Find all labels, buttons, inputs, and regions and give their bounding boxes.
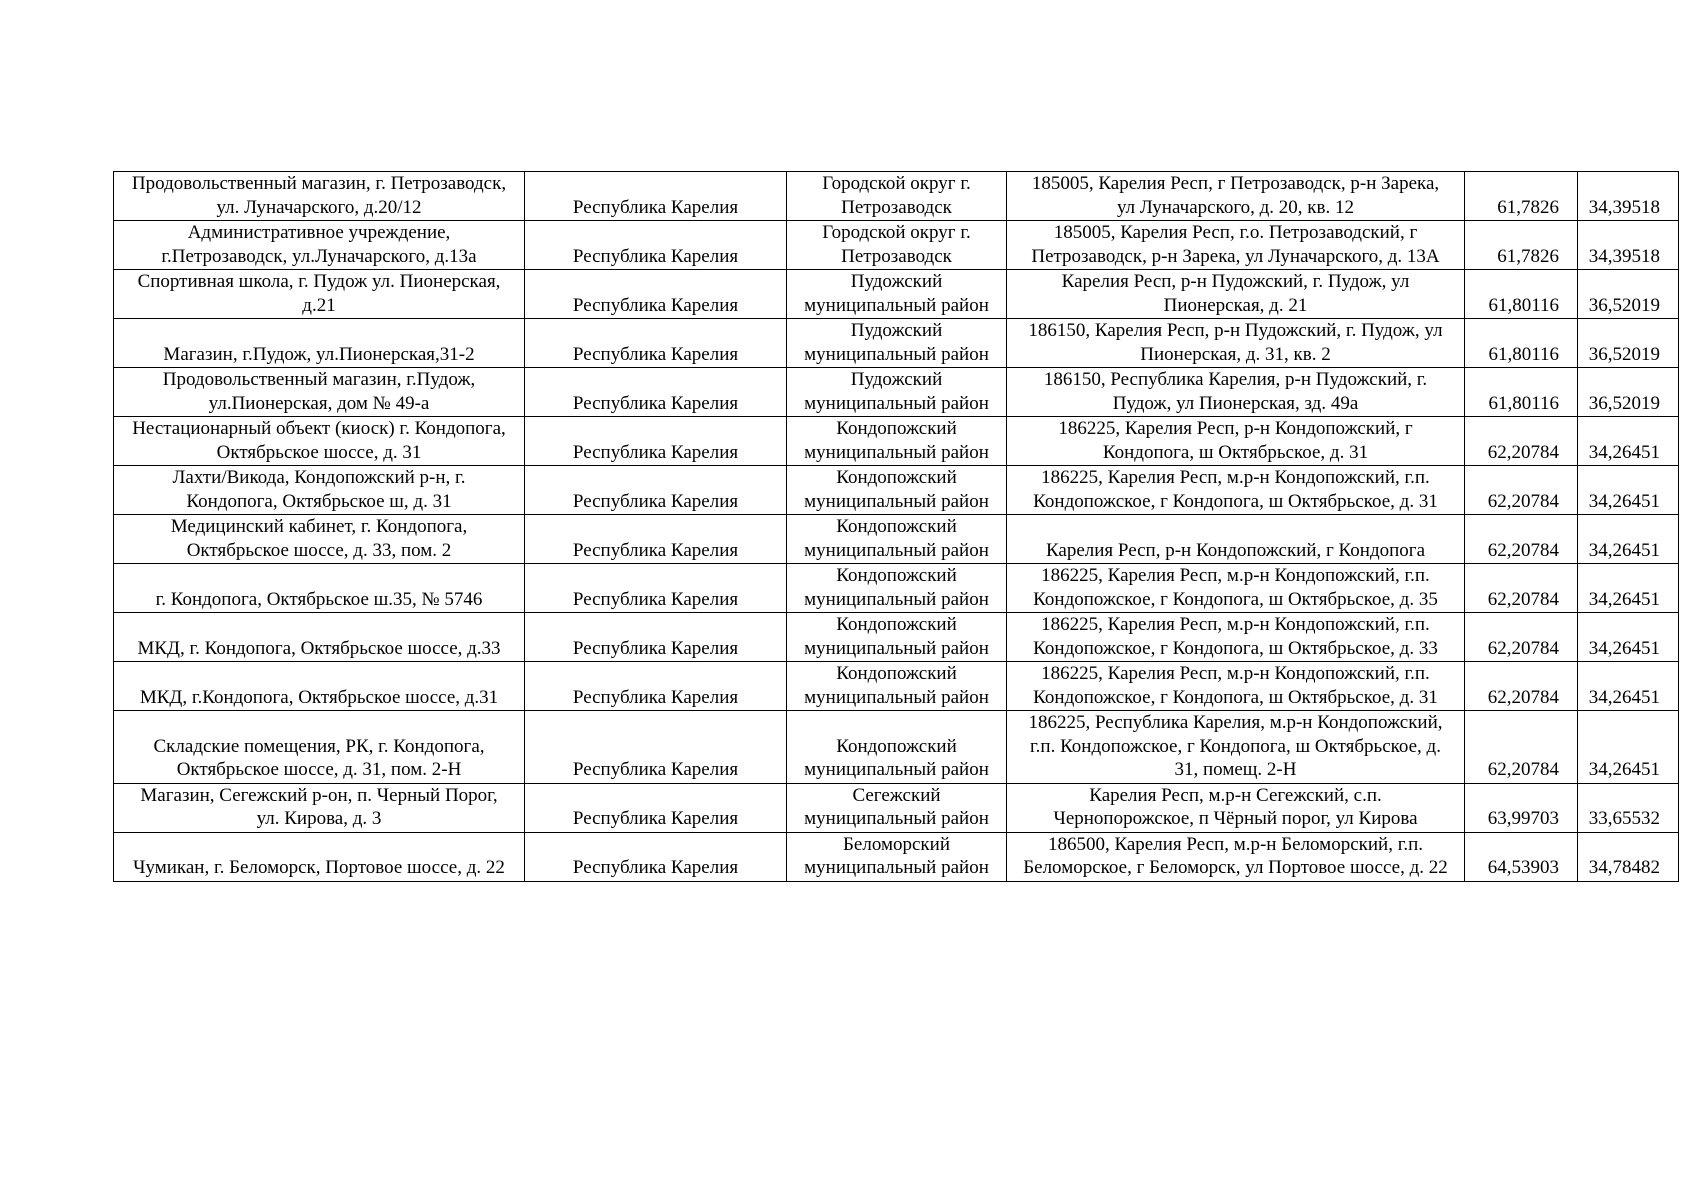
table-row — [114, 662, 1679, 711]
table-body — [114, 172, 1679, 882]
district-cell: Сегежский муниципальный район — [787, 783, 1007, 832]
object-name-cell: Складские помещения, РК, г. Кондопога, Октябрьское шоссе, д. 31, пом. 2-Н — [114, 711, 525, 784]
latitude-cell: 62,20784 — [1465, 662, 1578, 711]
longitude-cell: 36,52019 — [1578, 270, 1679, 319]
region-cell: Республика Карелия — [525, 319, 787, 368]
longitude-cell: 34,26451 — [1578, 613, 1679, 662]
district-cell: Кондопожский муниципальный район — [787, 662, 1007, 711]
district-cell: Кондопожский муниципальный район — [787, 466, 1007, 515]
object-name-cell: Продовольственный магазин, г. Петрозаводск, ул. Луначарского, д.20/12 — [114, 172, 525, 221]
table-row — [114, 319, 1679, 368]
longitude-cell: 36,52019 — [1578, 368, 1679, 417]
district-cell: Кондопожский муниципальный район — [787, 515, 1007, 564]
region-cell: Республика Карелия — [525, 662, 787, 711]
table-row — [114, 564, 1679, 613]
longitude-cell: 34,26451 — [1578, 662, 1679, 711]
region-cell: Республика Карелия — [525, 368, 787, 417]
table-row — [114, 515, 1679, 564]
region-cell: Республика Карелия — [525, 221, 787, 270]
address-cell: 186150, Карелия Респ, р-н Пудожский, г. Пудож, ул Пионерская, д. 31, кв. 2 — [1007, 319, 1465, 368]
latitude-cell: 61,80116 — [1465, 368, 1578, 417]
object-name-cell: Магазин, Сегежский р-он, п. Черный Порог, ул. Кирова, д. 3 — [114, 783, 525, 832]
address-cell: 186225, Карелия Респ, м.р-н Кондопожский, г.п. Кондопожское, г Кондопога, ш Октябрьское, д. 31 — [1007, 466, 1465, 515]
latitude-cell: 62,20784 — [1465, 564, 1578, 613]
longitude-cell: 34,78482 — [1578, 832, 1679, 881]
table-row — [114, 172, 1679, 221]
objects-table — [113, 171, 1679, 882]
latitude-cell: 61,80116 — [1465, 270, 1578, 319]
object-name-cell: Чумикан, г. Беломорск, Портовое шоссе, д. 22 — [114, 832, 525, 881]
longitude-cell: 34,26451 — [1578, 515, 1679, 564]
longitude-cell: 36,52019 — [1578, 319, 1679, 368]
latitude-cell: 62,20784 — [1465, 466, 1578, 515]
longitude-cell: 34,26451 — [1578, 417, 1679, 466]
address-cell: Карелия Респ, р-н Пудожский, г. Пудож, ул Пионерская, д. 21 — [1007, 270, 1465, 319]
table-row — [114, 221, 1679, 270]
latitude-cell: 62,20784 — [1465, 711, 1578, 784]
address-cell: 186225, Карелия Респ, м.р-н Кондопожский, г.п. Кондопожское, г Кондопога, ш Октябрьское, д. 31 — [1007, 662, 1465, 711]
region-cell: Республика Карелия — [525, 466, 787, 515]
table-row — [114, 466, 1679, 515]
address-cell: Карелия Респ, р-н Кондопожский, г Кондопога — [1007, 515, 1465, 564]
district-cell: Кондопожский муниципальный район — [787, 613, 1007, 662]
table-row — [114, 783, 1679, 832]
table-row — [114, 832, 1679, 881]
region-cell: Республика Карелия — [525, 613, 787, 662]
object-name-cell: Административное учреждение, г.Петрозаводск, ул.Луначарского, д.13а — [114, 221, 525, 270]
table-row — [114, 613, 1679, 662]
district-cell: Кондопожский муниципальный район — [787, 564, 1007, 613]
table-row — [114, 417, 1679, 466]
longitude-cell: 34,26451 — [1578, 711, 1679, 784]
latitude-cell: 63,99703 — [1465, 783, 1578, 832]
district-cell: Городской округ г. Петрозаводск — [787, 221, 1007, 270]
region-cell: Республика Карелия — [525, 832, 787, 881]
address-cell: 186225, Карелия Респ, р-н Кондопожский, г Кондопога, ш Октябрьское, д. 31 — [1007, 417, 1465, 466]
region-cell: Республика Карелия — [525, 783, 787, 832]
table-row — [114, 711, 1679, 784]
latitude-cell: 61,80116 — [1465, 319, 1578, 368]
object-name-cell: МКД, г. Кондопога, Октябрьское шоссе, д.33 — [114, 613, 525, 662]
address-cell: 186225, Карелия Респ, м.р-н Кондопожский, г.п. Кондопожское, г Кондопога, ш Октябрьское, д. 33 — [1007, 613, 1465, 662]
longitude-cell: 33,65532 — [1578, 783, 1679, 832]
address-cell: 186225, Карелия Респ, м.р-н Кондопожский, г.п. Кондопожское, г Кондопога, ш Октябрьское, д. 35 — [1007, 564, 1465, 613]
district-cell: Городской округ г. Петрозаводск — [787, 172, 1007, 221]
latitude-cell: 61,7826 — [1465, 172, 1578, 221]
object-name-cell: Спортивная школа, г. Пудож ул. Пионерская, д.21 — [114, 270, 525, 319]
longitude-cell: 34,39518 — [1578, 172, 1679, 221]
table-row — [114, 270, 1679, 319]
region-cell: Республика Карелия — [525, 564, 787, 613]
district-cell: Кондопожский муниципальный район — [787, 417, 1007, 466]
region-cell: Республика Карелия — [525, 711, 787, 784]
district-cell: Беломорский муниципальный район — [787, 832, 1007, 881]
object-name-cell: МКД, г.Кондопога, Октябрьское шоссе, д.31 — [114, 662, 525, 711]
district-cell: Пудожский муниципальный район — [787, 319, 1007, 368]
longitude-cell: 34,26451 — [1578, 564, 1679, 613]
longitude-cell: 34,26451 — [1578, 466, 1679, 515]
latitude-cell: 62,20784 — [1465, 613, 1578, 662]
address-cell: Карелия Респ, м.р-н Сегежский, с.п. Чернопорожское, п Чёрный порог, ул Кирова — [1007, 783, 1465, 832]
district-cell: Пудожский муниципальный район — [787, 368, 1007, 417]
address-cell: 186225, Республика Карелия, м.р-н Кондопожский, г.п. Кондопожское, г Кондопога, ш Октябрьское, д. 31, помещ. 2-Н — [1007, 711, 1465, 784]
document-page — [113, 171, 1679, 882]
address-cell: 185005, Карелия Респ, г.о. Петрозаводский, г Петрозаводск, р-н Зарека, ул Луначарского, д. 13А — [1007, 221, 1465, 270]
object-name-cell: Лахти/Викода, Кондопожский р-н, г. Кондопога, Октябрьское ш, д. 31 — [114, 466, 525, 515]
object-name-cell: Медицинский кабинет, г. Кондопога, Октябрьское шоссе, д. 33, пом. 2 — [114, 515, 525, 564]
object-name-cell: Продовольственный магазин, г.Пудож, ул.Пионерская, дом № 49-а — [114, 368, 525, 417]
address-cell: 186500, Карелия Респ, м.р-н Беломорский, г.п. Беломорское, г Беломорск, ул Портовое шоссе, д. 22 — [1007, 832, 1465, 881]
latitude-cell: 62,20784 — [1465, 417, 1578, 466]
longitude-cell: 34,39518 — [1578, 221, 1679, 270]
region-cell: Республика Карелия — [525, 515, 787, 564]
object-name-cell: г. Кондопога, Октябрьское ш.35, № 5746 — [114, 564, 525, 613]
address-cell: 185005, Карелия Респ, г Петрозаводск, р-н Зарека, ул Луначарского, д. 20, кв. 12 — [1007, 172, 1465, 221]
latitude-cell: 62,20784 — [1465, 515, 1578, 564]
district-cell: Пудожский муниципальный район — [787, 270, 1007, 319]
object-name-cell: Нестационарный объект (киоск) г. Кондопога, Октябрьское шоссе, д. 31 — [114, 417, 525, 466]
district-cell: Кондопожский муниципальный район — [787, 711, 1007, 784]
region-cell: Республика Карелия — [525, 417, 787, 466]
latitude-cell: 61,7826 — [1465, 221, 1578, 270]
latitude-cell: 64,53903 — [1465, 832, 1578, 881]
table-row — [114, 368, 1679, 417]
region-cell: Республика Карелия — [525, 172, 787, 221]
region-cell: Республика Карелия — [525, 270, 787, 319]
object-name-cell: Магазин, г.Пудож, ул.Пионерская,31-2 — [114, 319, 525, 368]
address-cell: 186150, Республика Карелия, р-н Пудожский, г. Пудож, ул Пионерская, зд. 49а — [1007, 368, 1465, 417]
